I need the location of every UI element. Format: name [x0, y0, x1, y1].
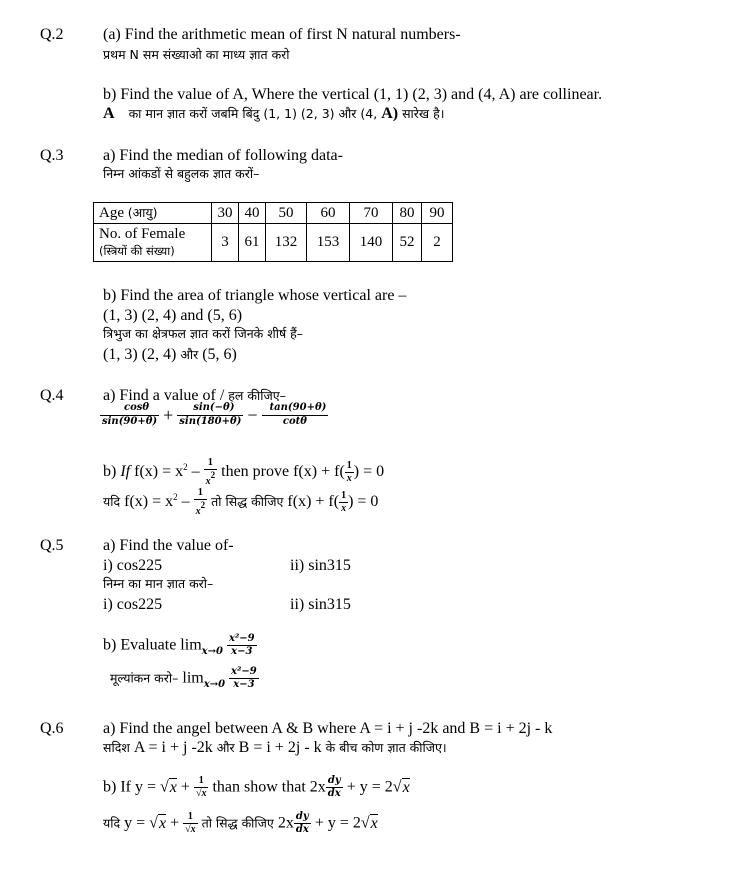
q3-number: Q.3 — [40, 147, 64, 164]
q2-part-a-english: (a) Find the arithmetic mean of first N natural numbers- — [103, 26, 461, 43]
q6-part-a-hindi: सदिश A = i + j -2k और B = i + 2j - k के बीच कोण ज्ञात कीजिए। — [103, 739, 447, 756]
q2-part-b-english: b) Find the value of A, Where the vertical (1, 1) (2, 3) and (4, A) are collinear. — [103, 86, 603, 103]
q3-part-b-hindi: त्रिभुज का क्षेत्रफल ज्ञात करों जिनके शीर्ष हैं– — [103, 326, 304, 341]
q3-part-a-english: a) Find the median of following data- — [103, 147, 343, 164]
age-cell: 40 — [239, 203, 266, 224]
q6-part-a-english: a) Find the angel between A & B where A = i + j -2k and B = i + 2j - k — [103, 720, 553, 737]
q5-part-a-hindi: निम्न का मान ज्ञात करो– — [103, 576, 214, 591]
q3-part-b-points: (1, 3) (2, 4) and (5, 6) — [103, 307, 243, 324]
q4-part-b-english: b) If $f(x) = x^2$ – $\frac{1}{x^2}$ then prove f(x) + f( $\frac{1}{x}$ ) = 0 — [103, 457, 385, 487]
q2-part-b-hindi-end: सारेख है। — [402, 106, 445, 121]
q5-part-a-english: a) Find the value of- — [103, 537, 234, 554]
count-cell: 52 — [393, 224, 422, 262]
count-cell: 2 — [422, 224, 453, 262]
q3-part-a-hindi: निम्न आंकडों से बहुलक ज्ञात करों– — [103, 166, 260, 181]
fraction-2: $\frac{\sin(-\theta)}{\sin(180+\theta)}$ — [179, 402, 242, 427]
count-cell: 132 — [266, 224, 307, 262]
data-table — [93, 202, 453, 262]
q5-item-i: i) cos225 — [103, 557, 163, 574]
q5-part-b-hindi: मूल्यांकन करो– $\lim_{x\to 0}$ $\frac{\text{x²−9}}{x-3}$ — [110, 666, 257, 691]
q2-part-b-hindi-mid: का मान ज्ञात करों जबमि बिंदु (1, 1) (2, 3) और (4, — [128, 106, 378, 121]
q4-part-b-hindi: यदि $f(x) = x^2$ – $\frac{1}{x^2}$ तो सिद्ध कीजिए f(x) + f( $\frac{1}{x}$ ) = 0 — [103, 487, 379, 517]
q4-trig-expression: $\frac{\cos\theta}{\sin(90+\theta)}$ + $\frac{\sin(-\theta)}{\sin(180+\theta)}$ − $\frac{\tan(90+\theta)}{\cot\theta}$ — [102, 402, 327, 427]
fraction-1: $\frac{\cos\theta}{\sin(90+\theta)}$ — [102, 402, 158, 427]
q2-part-a-hindi: प्रथम N सम संख्याओ का माध्य ज्ञात करो — [103, 47, 290, 62]
q3-part-b-points-hindi: (1, 3) (2, 4) और (5, 6) — [103, 346, 237, 363]
q3-part-b-english: b) Find the area of triangle whose vertical are – — [103, 287, 407, 304]
age-cell: 30 — [212, 203, 239, 224]
q4-number: Q.4 — [40, 387, 64, 404]
row-label-age: Age (आयु) — [94, 203, 212, 224]
table-row — [94, 224, 453, 262]
q2-part-b-hindi — [103, 106, 444, 122]
q5-item-i-repeat: i) cos225 — [103, 596, 163, 613]
q2-number: Q.2 — [40, 26, 64, 43]
age-cell: 60 — [307, 203, 350, 224]
q6-number: Q.6 — [40, 720, 64, 737]
fraction-3: $\frac{\tan(90+\theta)}{\cot\theta}$ — [262, 403, 329, 427]
age-cell: 90 — [422, 203, 453, 224]
q6-part-b-english: b) If y = √x + $\frac{1}{√x}$ than show that 2x $\frac{dy}{dx}$ + y = 2√x — [103, 775, 410, 799]
q6-part-b-hindi: यदि y = √x + $\frac{1}{√x}$ तो सिद्ध कीजिए 2x $\frac{dy}{dx}$ + y = 2√x — [103, 811, 378, 835]
q5-number: Q.5 — [40, 537, 64, 554]
q5-part-b-english: b) Evaluate $\lim_{x\to 0}$ $\frac{\text{x²−9}}{x-3}$ — [103, 633, 255, 658]
table-row — [94, 203, 453, 224]
count-cell: 61 — [239, 224, 266, 262]
age-cell: 80 — [393, 203, 422, 224]
q4-part-a-english: a) Find a value of / हल कीजिए– — [103, 387, 286, 404]
q5-item-ii: ii) sin315 — [290, 557, 351, 574]
count-cell: 3 — [212, 224, 239, 262]
age-cell: 70 — [350, 203, 393, 224]
q5-item-ii-repeat: ii) sin315 — [290, 596, 351, 613]
count-cell: 140 — [350, 224, 393, 262]
age-cell: 50 — [266, 203, 307, 224]
row-label-female: No. of Female (स्त्रियों की संख्या) — [94, 224, 212, 262]
var-a: A — [103, 105, 115, 122]
count-cell: 153 — [307, 224, 350, 262]
var-a2: A) — [381, 105, 399, 122]
